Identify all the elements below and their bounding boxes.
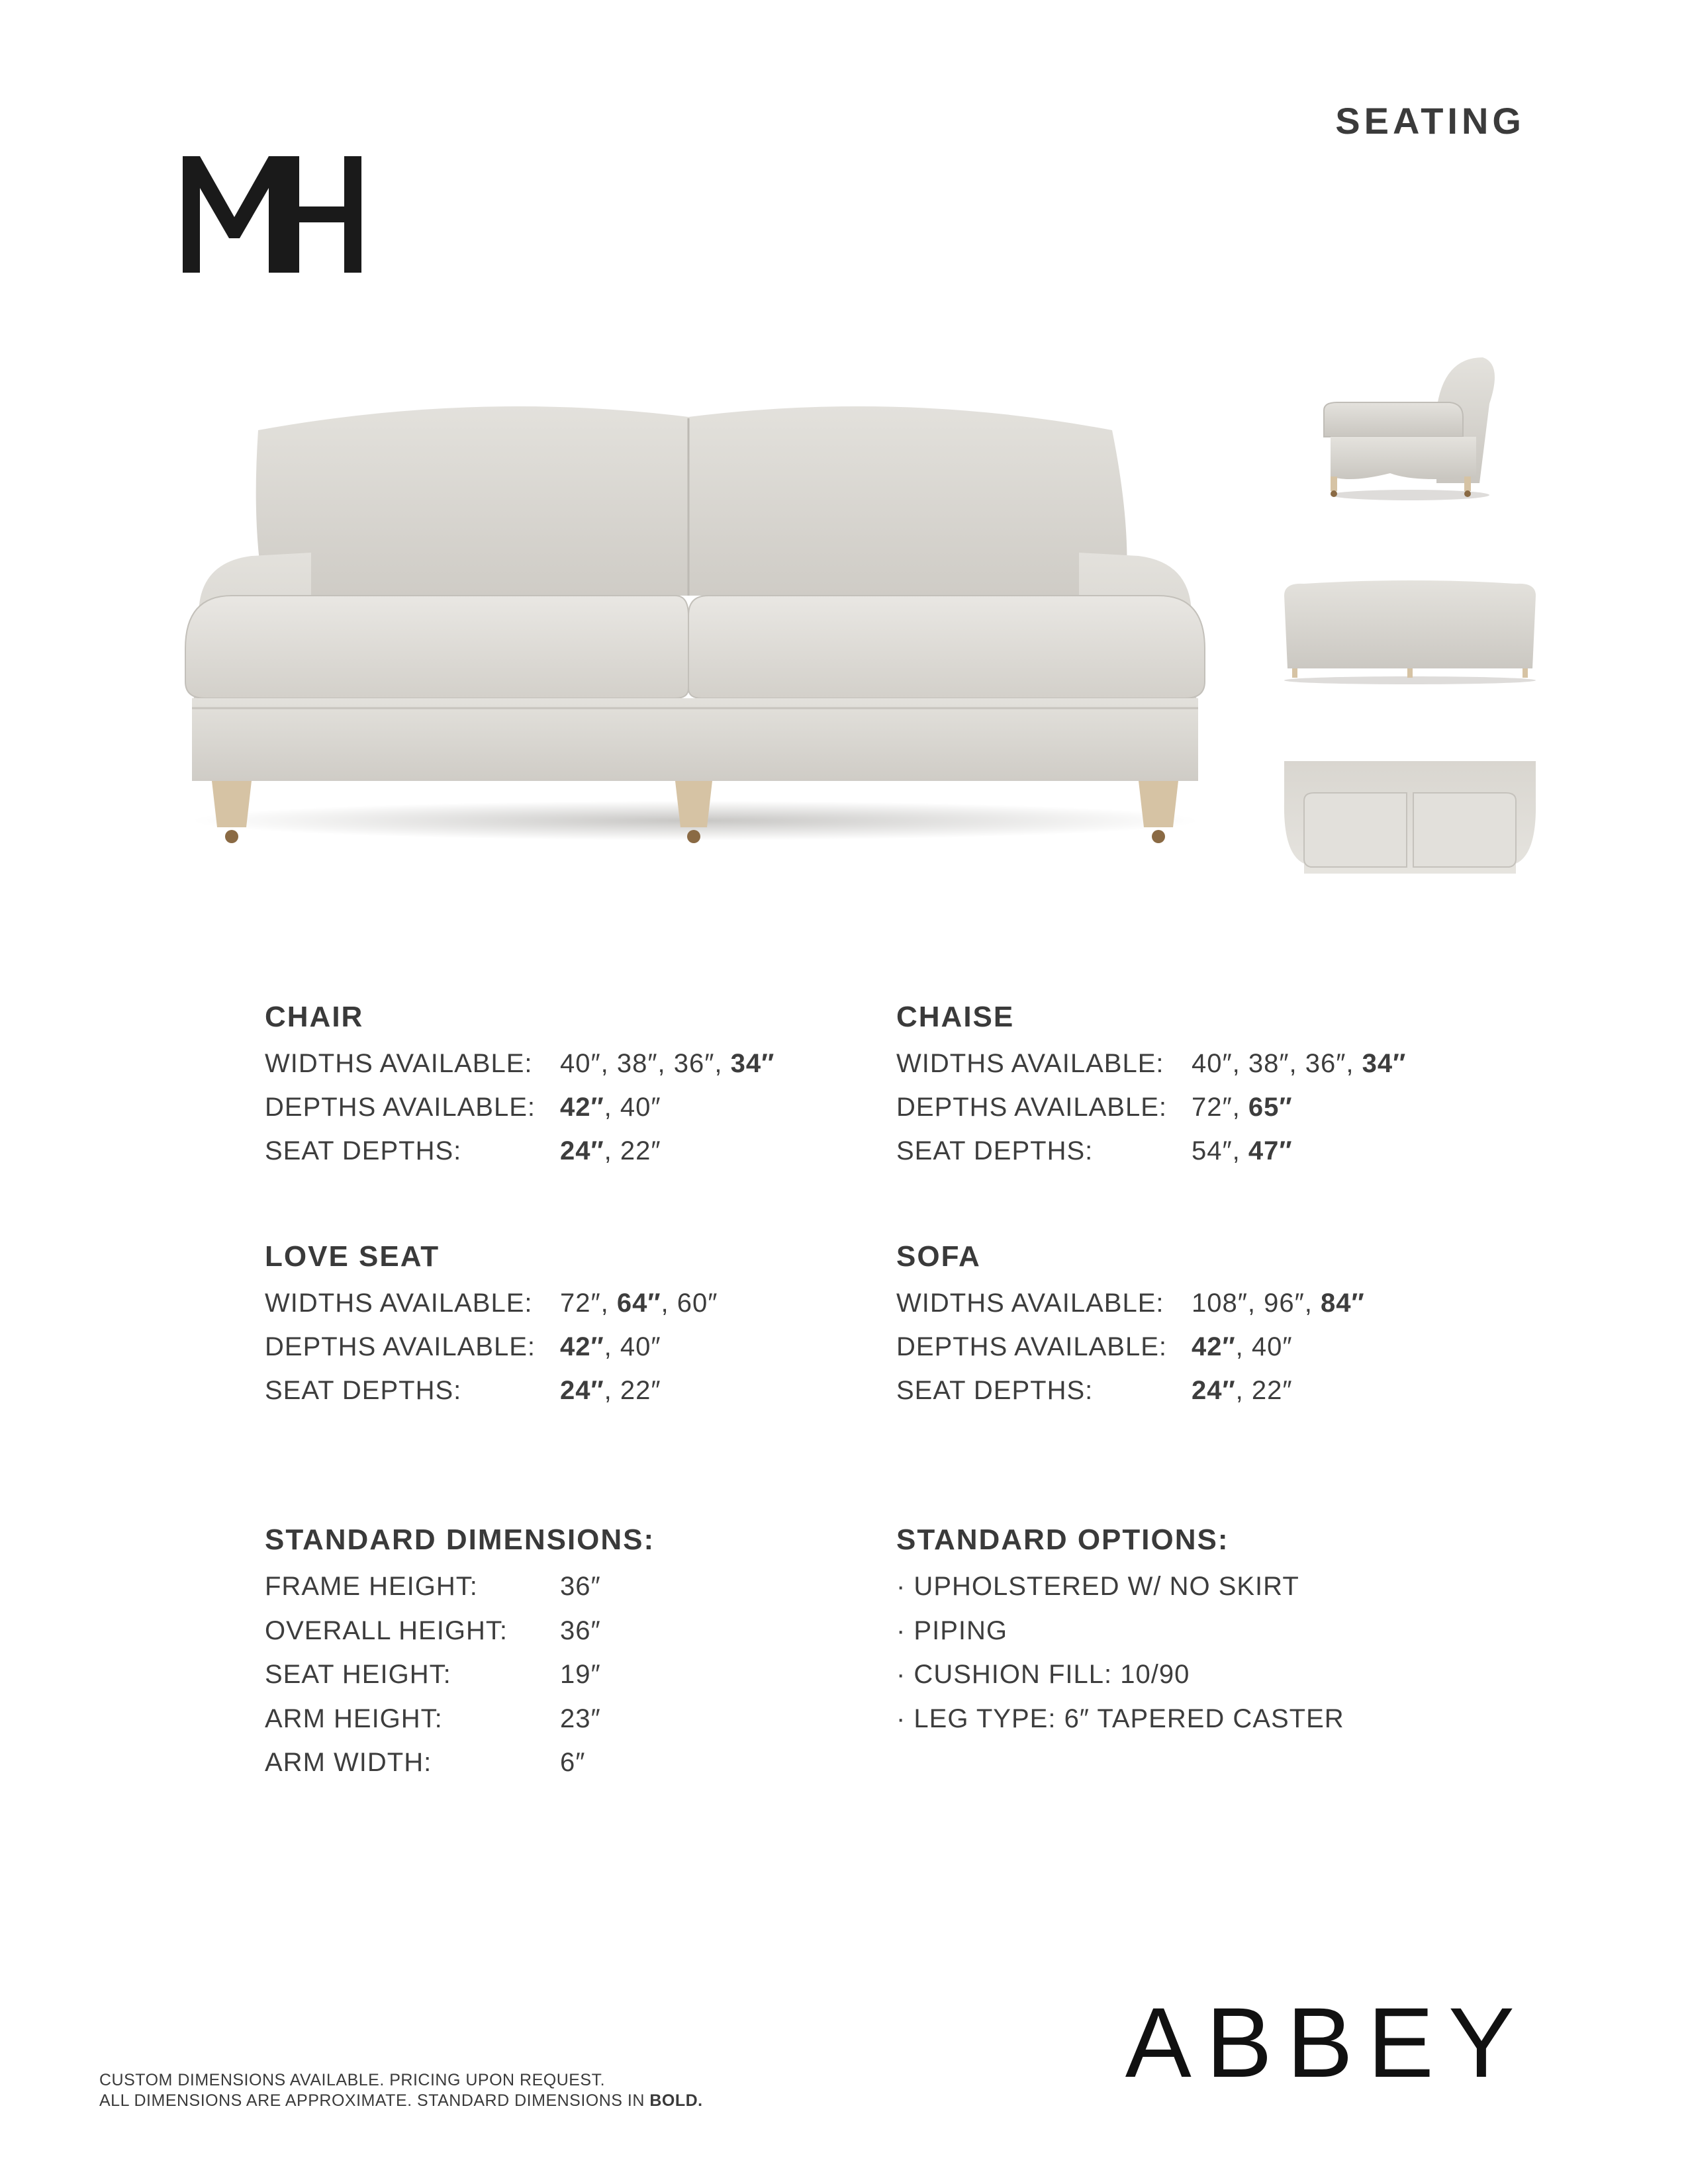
abbey-brand-logo: ABBEY — [1125, 1987, 1529, 2098]
footer-line-1: CUSTOM DIMENSIONS AVAILABLE. PRICING UPON REQUEST. — [99, 2071, 606, 2089]
spec-value — [560, 1332, 661, 1362]
dimension-value: 108″, 96″, — [1192, 1289, 1321, 1318]
option-item: · CUSHION FILL: 10/90 — [896, 1660, 1190, 1689]
spec-row — [265, 1049, 861, 1082]
dimension-value: , 40″ — [1235, 1332, 1293, 1361]
dimension-row — [265, 1572, 728, 1605]
spec-label: SEAT DEPTHS: — [265, 1376, 462, 1405]
spec-label: DEPTHS AVAILABLE: — [265, 1093, 536, 1122]
spec-row — [896, 1376, 1492, 1409]
dimension-value: 54″, — [1192, 1136, 1248, 1165]
chair-side-image — [1311, 351, 1509, 503]
standard-dimension-value: 42″ — [560, 1093, 604, 1122]
dimension-value: 72″, — [560, 1289, 617, 1318]
dimension-row — [265, 1616, 728, 1649]
spec-label: SEAT DEPTHS: — [896, 1376, 1094, 1405]
standard-dimension-value: 65″ — [1248, 1093, 1293, 1122]
dimension-label: ARM WIDTH: — [265, 1748, 432, 1777]
standard-dimension-value: 34″ — [1362, 1049, 1407, 1078]
option-item: · LEG TYPE: 6″ TAPERED CASTER — [896, 1704, 1344, 1733]
spec-value — [560, 1289, 718, 1318]
standard-dimension-value: 42″ — [560, 1332, 604, 1361]
dimension-label: FRAME HEIGHT: — [265, 1572, 478, 1601]
dimension-value: , 22″ — [604, 1136, 661, 1165]
dimension-row — [265, 1748, 728, 1781]
spec-label: WIDTHS AVAILABLE: — [265, 1049, 533, 1078]
standard-dimension-value: 24″ — [560, 1376, 604, 1405]
dimension-value: , 40″ — [604, 1093, 661, 1122]
dimension-label: OVERALL HEIGHT: — [265, 1615, 508, 1645]
spec-row — [265, 1289, 861, 1322]
standard-options-title: STANDARD OPTIONS: — [896, 1524, 1229, 1556]
chaise-title: CHAISE — [896, 1001, 1015, 1033]
sofa-title: SOFA — [896, 1240, 981, 1273]
spec-label: WIDTHS AVAILABLE: — [265, 1289, 533, 1318]
spec-row — [265, 1136, 861, 1169]
dimension-value: 40″, 38″, 36″, — [560, 1049, 731, 1078]
dimension-value: 23″ — [560, 1704, 601, 1733]
standard-dimensions-title: STANDARD DIMENSIONS: — [265, 1524, 655, 1556]
dimension-label: ARM HEIGHT: — [265, 1704, 443, 1733]
dimension-value: 40″, 38″, 36″, — [1192, 1049, 1362, 1078]
spec-row — [265, 1093, 861, 1126]
dimension-value: 72″, — [1192, 1093, 1248, 1122]
spec-row — [896, 1289, 1492, 1322]
dimension-row — [265, 1704, 728, 1737]
standard-dimension-value: 47″ — [1248, 1136, 1293, 1165]
dimension-value: 19″ — [560, 1660, 601, 1689]
love-seat-title: LOVE SEAT — [265, 1240, 440, 1273]
spec-value — [1192, 1289, 1365, 1318]
option-item: · PIPING — [896, 1615, 1008, 1645]
dimension-value: , 22″ — [604, 1376, 661, 1405]
dimension-value: , 40″ — [604, 1332, 661, 1361]
standard-dimension-value: 34″ — [730, 1049, 775, 1078]
spec-row — [265, 1332, 861, 1365]
standard-dimension-value: 64″ — [616, 1289, 661, 1318]
sofa-back-image — [1278, 576, 1542, 688]
footer-line-2 — [99, 2091, 703, 2111]
mh-logo — [183, 156, 361, 273]
spec-value — [1192, 1332, 1293, 1362]
spec-row — [265, 1376, 861, 1409]
spec-label: DEPTHS AVAILABLE: — [896, 1332, 1168, 1361]
standard-dimension-value: 24″ — [560, 1136, 604, 1165]
dimension-value: 36″ — [560, 1572, 601, 1601]
standard-dimension-value: 24″ — [1192, 1376, 1236, 1405]
spec-value — [1192, 1376, 1293, 1406]
spec-label: WIDTHS AVAILABLE: — [896, 1289, 1164, 1318]
standard-dimension-value: 84″ — [1321, 1289, 1365, 1318]
spec-label: WIDTHS AVAILABLE: — [896, 1049, 1164, 1078]
dimension-value: , 22″ — [1235, 1376, 1293, 1405]
spec-row — [896, 1093, 1492, 1126]
spec-value — [1192, 1049, 1406, 1079]
option-item: · UPHOLSTERED W/ NO SKIRT — [896, 1572, 1299, 1601]
spec-value — [1192, 1093, 1293, 1122]
spec-row — [896, 1049, 1492, 1082]
chair-title: CHAIR — [265, 1001, 364, 1033]
dimension-value: 6″ — [560, 1748, 586, 1777]
spec-value — [560, 1136, 661, 1166]
spec-value — [1192, 1136, 1293, 1166]
dimension-value: 36″ — [560, 1615, 601, 1645]
spec-value — [560, 1376, 661, 1406]
dimension-value: , 60″ — [661, 1289, 718, 1318]
spec-label: SEAT DEPTHS: — [265, 1136, 462, 1165]
spec-row — [896, 1332, 1492, 1365]
spec-row — [896, 1136, 1492, 1169]
sofa-top-image — [1278, 754, 1542, 880]
footer-note — [99, 2070, 703, 2111]
sofa-front-image — [159, 397, 1231, 847]
standard-dimension-value: 42″ — [1192, 1332, 1236, 1361]
footer-line-2-text: ALL DIMENSIONS ARE APPROXIMATE. STANDARD DIMENSIONS IN — [99, 2091, 650, 2110]
category-label: SEATING — [1335, 100, 1525, 142]
spec-label: DEPTHS AVAILABLE: — [896, 1093, 1168, 1122]
dimension-row — [265, 1660, 728, 1693]
spec-value — [560, 1049, 774, 1079]
spec-label: DEPTHS AVAILABLE: — [265, 1332, 536, 1361]
spec-value — [560, 1093, 661, 1122]
dimension-label: SEAT HEIGHT: — [265, 1660, 451, 1689]
footer-bold-word: BOLD. — [649, 2091, 703, 2110]
spec-label: SEAT DEPTHS: — [896, 1136, 1094, 1165]
